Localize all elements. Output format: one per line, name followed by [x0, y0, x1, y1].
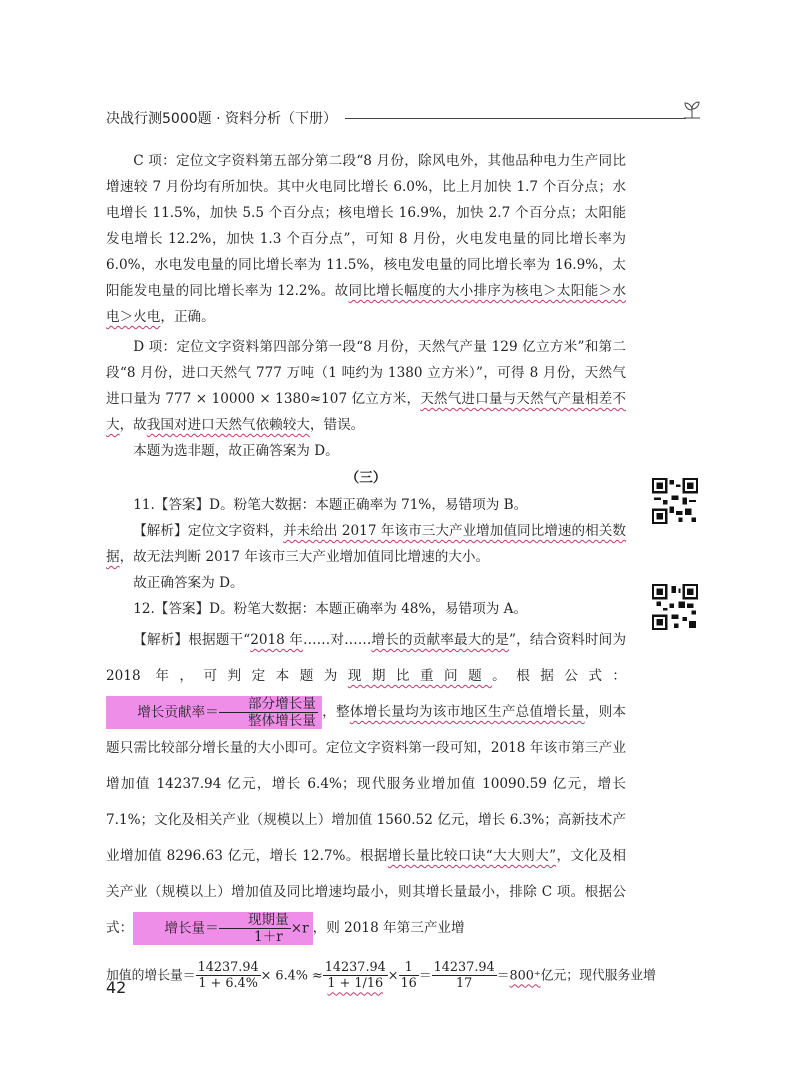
fraction-numerator: 现期量	[219, 912, 291, 929]
q11-analysis	[106, 518, 626, 570]
text-run: ，正确。	[160, 309, 215, 325]
formula-growth-amount	[133, 912, 312, 946]
page-content	[106, 148, 656, 992]
fraction	[399, 960, 419, 992]
text-run: ，整	[321, 704, 350, 720]
paragraph-conclusion: 本题为选非题，故正确答案为 D。	[133, 443, 339, 459]
text-run: 【解析】根据题干“	[133, 632, 251, 648]
fraction-numerator: 14237.94	[324, 960, 386, 975]
qr-icon	[652, 478, 698, 524]
fraction-denominator: 16	[400, 976, 417, 992]
text-run: ，故无法判断 2017 年该市三大产业增加值同比增速的大小。	[119, 549, 490, 565]
operator: ×	[387, 968, 399, 984]
formula-tail: ×r	[290, 920, 309, 936]
paragraph-option-c	[106, 148, 626, 330]
wavy-emphasis: 增长量比较口诀“大大则大”	[387, 848, 557, 864]
q11-answer: 11.【答案】D。粉笔大数据：本题正确率为 71%，易错项为 B。	[133, 497, 528, 513]
running-header	[106, 98, 704, 128]
wavy-emphasis: 并未给出 2017 年该市三大产业增加值同比增速的相关数据	[106, 523, 627, 565]
text-run: ，则 2018 年第三产业增	[312, 920, 465, 936]
text-run: D 项：定位文字资料第四部分第一段“8 月份，天然气产量 129 亿立方米”和第二段“8 月份，进口天然气 777 万吨（1 吨约为 1380 立方米）”，可得 8 月份，天然气进口量为 777 × 10000 × 1380≈107 亿立方米，	[106, 339, 626, 407]
fraction	[219, 696, 318, 730]
formula-lhs: 增长量＝	[164, 920, 219, 936]
fraction-numerator: 1	[399, 960, 419, 976]
text-run: ，则本题只需比较部分增长量的大小即可。定位文字资料第一段可知，2018 年该市第三产业增加值 14237.94 亿元，增长 6.4%；现代服务业增加值 10090.59 亿元，增长 7.1%；文化及相关产业（规模以上）增加值 1560.52 亿元，增长 6.3%；高新技术产业增加值 8296.63 亿元，增长 12.7%。根据	[106, 704, 627, 864]
operator: × 6.4% ≈	[260, 968, 323, 984]
operator: ＝	[418, 968, 432, 984]
wavy-emphasis: 2018 年	[250, 632, 304, 648]
fraction-denominator: 1 + 1/16	[327, 976, 384, 992]
q12-analysis	[106, 622, 626, 946]
fraction-numerator: 14237.94	[197, 960, 259, 975]
text-run: ，错误。	[309, 417, 365, 433]
section-heading: （三）	[345, 470, 387, 486]
wavy-emphasis: 增长的贡献率最大的是	[371, 632, 510, 648]
text-run: 。根据公式：	[492, 668, 627, 684]
q12-answer: 12.【答案】D。粉笔大数据：本题正确率为 48%，易错项为 A。	[133, 601, 528, 617]
sprout-icon	[680, 98, 704, 122]
fraction-denominator: 1 + 6.4%	[198, 976, 258, 992]
fraction-denominator: 17	[456, 976, 473, 992]
text-run: C 项：定位文字资料第五部分第二段“8 月份，除风电外，其他品种电力生产同比增速较 7 月份均有所加快。其中火电同比增长 6.0%，比上月加快 1.7 个百分点；水电增长 11.5%，加快 5.5 个百分点；核电增长 16.9%，加快 2.7 个百分点；太阳能发电增长 12.2%，加快 1.3 个百分点”，可知 8 月份，火电发电量的同比增长率为 6.0%，水电发电量的同比增长率为 11.5%，核电发电量的同比增长率为 16.9%，太阳能发电量的同比增长率为 12.2%。故	[106, 153, 626, 299]
fraction-denominator: 1＋r	[253, 929, 283, 945]
fraction	[219, 912, 291, 946]
text-run: 加值的增长量＝	[106, 968, 196, 984]
fraction	[432, 960, 497, 992]
operator: ＝	[496, 968, 510, 984]
fraction	[323, 960, 388, 992]
calc-result: 800⁺	[509, 968, 541, 984]
text-run: 亿元；现代服务业增	[540, 968, 656, 984]
fraction-numerator: 部分增长量	[219, 696, 318, 713]
wavy-emphasis: 体增长量均为该市地区生产总值增长量	[349, 704, 585, 720]
fraction-numerator: 14237.94	[433, 960, 495, 975]
wavy-emphasis: 天然气进口量与天然气产量相差不大	[106, 391, 627, 433]
qr-code-12[interactable]	[652, 584, 698, 630]
wavy-emphasis: 同比增长幅度的大小排序为核电＞太阳能＞水电＞火电	[106, 283, 626, 325]
text-run: ，文化及相关产业（规模以上）增加值及同比增速均最小，则其增长量最小，排除 C 项。根据公式：	[106, 848, 626, 936]
qr-code-11[interactable]	[652, 478, 698, 524]
book-title: 决战行测5000题 · 资料分析（下册）	[106, 108, 345, 128]
q12-calculation	[106, 960, 656, 992]
formula-lhs: 增长贡献率＝	[137, 704, 219, 720]
analysis-tag: 【解析】	[133, 523, 188, 539]
paragraph-option-d	[106, 334, 626, 438]
text-run: ……对……	[303, 632, 372, 648]
wavy-emphasis: 现期比重问题	[347, 668, 493, 684]
text-run: 定位文字资料，	[187, 523, 284, 539]
fraction-denominator: 整体增长量	[247, 713, 316, 729]
page-number: 42	[106, 978, 127, 997]
formula-contribution-rate	[106, 696, 322, 730]
text-run: ，故	[119, 417, 147, 433]
qr-icon	[652, 584, 698, 630]
text-run: ”，结合资料时间为 2018 年，可判定本题为	[106, 632, 627, 684]
wavy-emphasis: 我国对进口天然气依赖较大	[146, 417, 310, 433]
fraction	[196, 960, 261, 992]
q11-conclusion: 故正确答案为 D。	[133, 575, 244, 591]
